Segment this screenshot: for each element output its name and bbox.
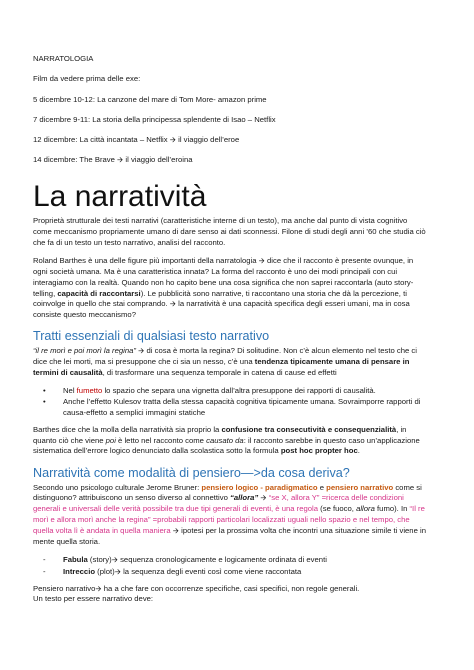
course-label: NARRATOLOGIA (33, 54, 94, 63)
text-run: fumo). In (374, 504, 410, 514)
bold-text: tendenza tipicamente umana di pensare in termini di causalità (33, 357, 410, 378)
text-run: Barthes dice che la molla della narratività sia proprio la (33, 424, 222, 434)
text-run: 🡪 (258, 493, 269, 503)
text-run: (story)🡪 sequenza cronologicamente e logicamente ordinata di eventi (87, 554, 327, 564)
quote-text: “il re morì e poi morì la regina” (33, 346, 139, 356)
barthes-paragraph (33, 256, 428, 321)
film-schedule (33, 54, 428, 166)
bruner-paragraph (33, 483, 428, 548)
text-run: Un testo per essere narrativo deve: (33, 594, 154, 604)
bold-text: capacità di raccontarsi (57, 288, 141, 298)
list-item (63, 386, 428, 397)
quote-text: “allora” (230, 493, 259, 503)
bold-text: post hoc propter hoc (280, 446, 358, 456)
italic-text: allora (356, 504, 375, 514)
text-run: Nel (63, 386, 77, 396)
text-run: Roland Barthes è una delle figure più importanti della narratologia 🡪 dice che il racconto è presente ovunque, in ogni società umana. Ma è una caratteristica innata? La forma del racconto è uno dei modi principali con cui interagiamo con la realtà. Quando non ho capito bene una cosa significa che non saprei raccontarla (auto story-telling, (33, 256, 414, 298)
bold-text: confusione tra consecutività e consequenzialità (221, 424, 397, 434)
list-item (63, 567, 428, 578)
term-text: Fabula (63, 554, 88, 564)
barthes-confusion-paragraph (33, 425, 428, 457)
list-item (63, 555, 428, 566)
highlight-text: pensiero logico - paradigmatico (201, 482, 318, 492)
text-run: e (317, 482, 327, 492)
films-intro: Film da vedere prima delle exe: (33, 74, 141, 84)
highlight-text: “Il re morì e allora morì anche la regina” =probabili rapporti particolari localizzati uguali nello spazio e nel tempo, che quella volta lì è andata in quella maniera (33, 504, 425, 535)
highlight-text: “se X, allora Y” =ricerca delle condizioni generali e universali delle verità possibile tra due tipi generali di eventi, è una regola (33, 493, 404, 514)
text-run: : il racconto sarebbe in questo caso un’applicazione sistematica dell’errore logico denunciato dalla scolastica sotto la formula (33, 435, 420, 456)
text-run: lo spazio che separa una vignetta dall’altra presuppone dei rapporti di causalità. (102, 386, 376, 396)
text-run: . (357, 446, 360, 456)
intro-paragraph: Proprietà strutturale dei testi narrativi (caratteristiche interne di un testo), ma anche dal punto di vista cognitivo come meccanismo propriamente umano di dare senso ai dati sconnessi. Filone di studi degli anni ’60 che studia ciò che fa di un testo un testo narrativo, analisi del racconto. (33, 216, 426, 247)
film-item: 7 dicembre 9-11: La storia della principessa splendente di Isao – Netflix (33, 114, 276, 124)
text-run: , di trasformare una sequenza temporale in catena di cause ed effetti (102, 368, 337, 378)
section-heading: Narratività come modalità di pensiero—>da cosa deriva? (33, 465, 350, 480)
term-text: Intreccio (63, 566, 96, 576)
text-run: come si distinguono? attribuiscono un senso diverso al connettivo (33, 482, 422, 503)
list-item: • Anche l’effetto Kulesov tratta della stessa capacità cognitiva tipicamente umana. Sovraimporre rapporti di causa-effetto a semplici immagini statiche (63, 397, 428, 419)
page-title: La narratività (33, 180, 207, 214)
bullet-list (33, 386, 428, 418)
text-run: , in quanto ciò che viene (33, 424, 407, 445)
text-run: (se fuoco, (318, 504, 357, 514)
film-item: 12 dicembre: La città incantata – Netflix 🡪 il viaggio dell’eroe (33, 135, 240, 145)
italic-text: causato da (206, 435, 244, 445)
causality-paragraph (33, 346, 428, 378)
text-run: Secondo uno psicologo culturale Jerome Bruner: (33, 482, 202, 492)
text-run: 🡪 ipotesi per la prossima volta che incontri una situazione simile ti viene in mente quella storia. (33, 525, 426, 546)
text-run: è letto nel racconto come (115, 435, 207, 445)
definition-list (33, 555, 428, 578)
highlight-text: pensiero narrativo (326, 482, 394, 492)
film-item: 14 dicembre: The Brave 🡪 il viaggio dell’eroina (33, 155, 193, 165)
text-run: (plot)🡪 la sequenza degli eventi così come viene raccontata (95, 566, 302, 576)
closing-paragraph (33, 584, 428, 606)
text-run: ). Le pubblicità sono narrative, ti raccontano una storia che dà la percezione, ti coinvolge in quello che stai comprando. 🡪 la narratività è una capacità specifica degli esseri umani, ma in cosa consiste questo meccanismo? (33, 288, 410, 320)
italic-text: poi (105, 435, 116, 445)
film-item: 5 dicembre 10-12: La canzone del mare di Tom More- amazon prime (33, 94, 267, 104)
text-run: Pensiero narrativo🡪 ha a che fare con occorrenze specifiche, casi specifici, non regole generali. (33, 583, 360, 593)
highlight-text: fumetto (76, 386, 103, 396)
text-run: 🡪 di cosa è morta la regina? Di solitudine. Non c’è alcun elemento nel testo che ci dice che lei morti, ma si presuppone che ci sia un nesso, c’è una (33, 346, 417, 367)
section-heading: Tratti essenziali di qualsiasi testo narrativo (33, 329, 270, 344)
